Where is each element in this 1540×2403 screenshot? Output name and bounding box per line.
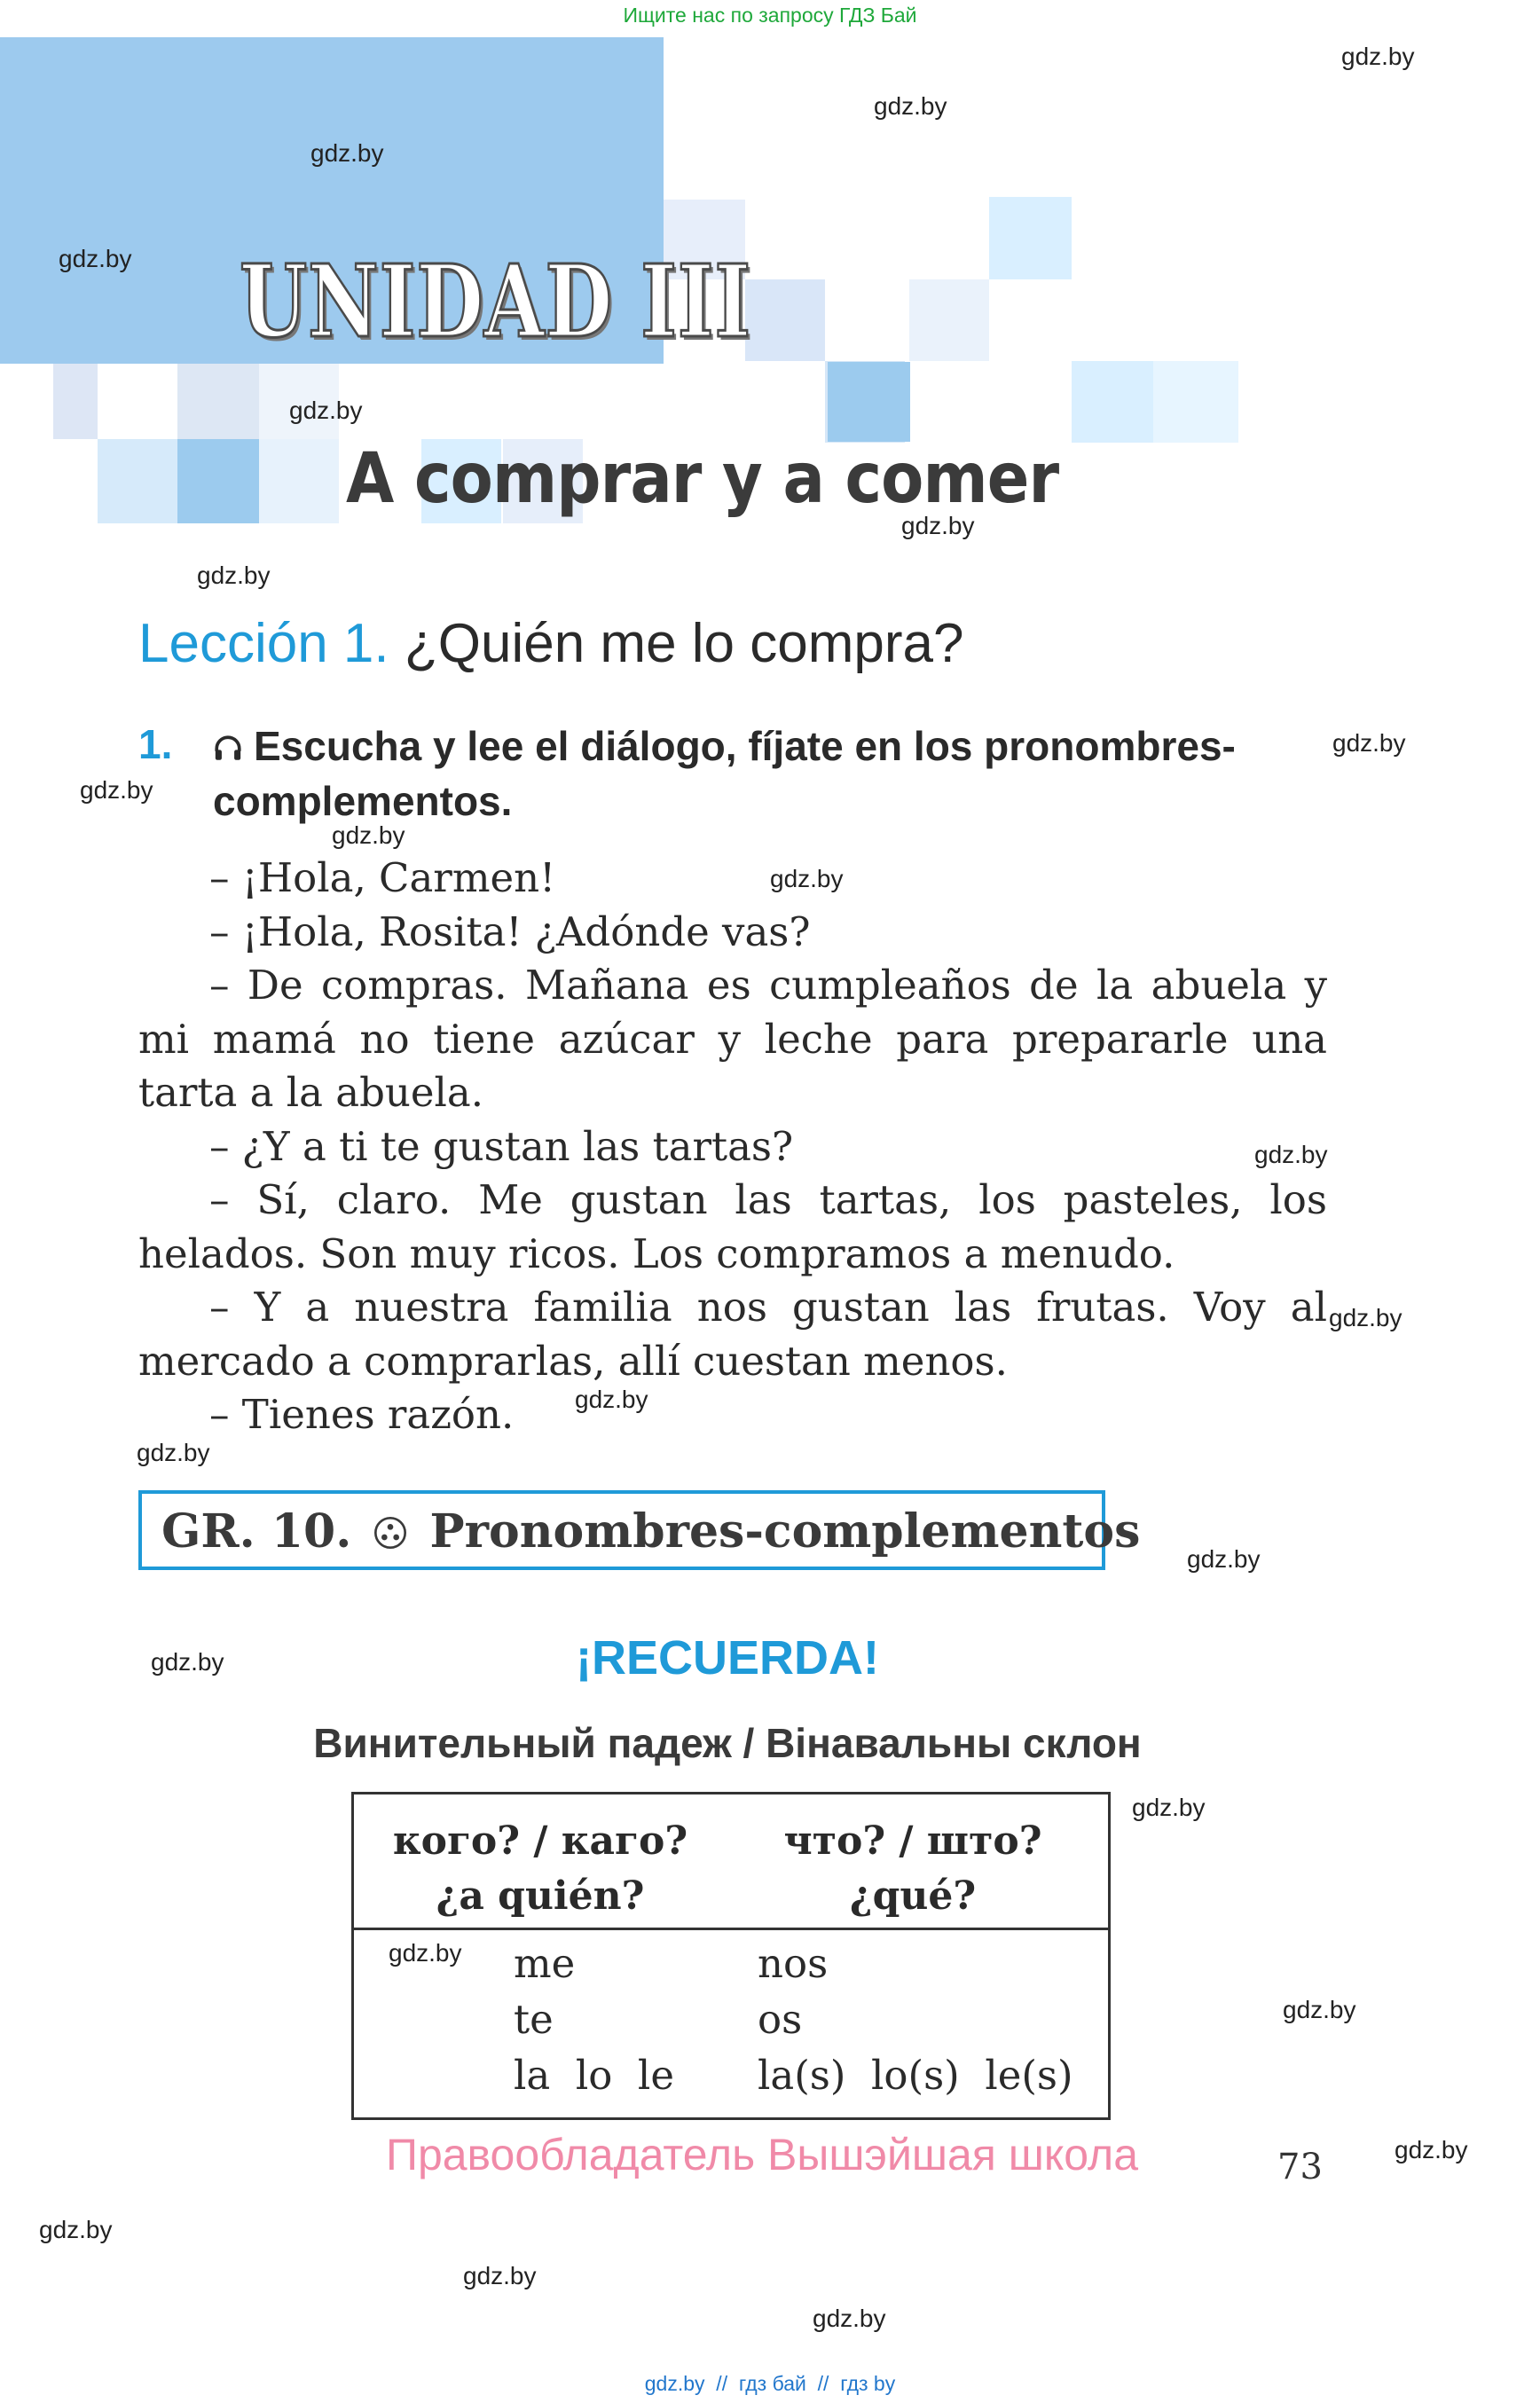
watermark: gdz.by	[463, 2262, 537, 2289]
header-line: ¿qué?	[849, 1873, 977, 1919]
watermark: gdz.by	[289, 397, 363, 424]
dialog-line: – ¡Hola, Carmen!	[209, 854, 556, 901]
recuerda-heading: ¡RECUERDA!	[576, 1631, 879, 1684]
watermark: gdz.by	[151, 1648, 224, 1676]
pronoun-table	[351, 1792, 1111, 2120]
watermark: gdz.by	[1341, 43, 1415, 70]
grammar-title: Pronombres-complementos	[429, 1504, 1141, 1559]
top-search-note: Ищите нас по запросу ГДЗ Бай	[623, 4, 917, 27]
reference-circle-icon	[373, 1508, 408, 1562]
table-cell: os	[758, 1996, 803, 2043]
bottom-links[interactable]: gdz.by // гдз бай // гдз by	[644, 2372, 896, 2395]
dialog-line: – Tienes razón.	[209, 1391, 515, 1438]
table-cell: te	[514, 1996, 554, 2043]
exercise-instruction	[213, 720, 1340, 827]
table-cell: la(s) lo(s) le(s)	[758, 2052, 1073, 2099]
header-line: кого? / каго?	[392, 1818, 688, 1864]
dialog-line: – Y a nuestra familia nos gustan las frutas. Voy al mercado a comprarlas, allí cuestan menos.	[138, 1284, 1327, 1385]
lesson-heading	[138, 612, 963, 675]
watermark: gdz.by	[80, 776, 153, 804]
watermark: gdz.by	[197, 561, 271, 589]
table-header-cell	[744, 1814, 1081, 1924]
watermark: gdz.by	[901, 512, 975, 539]
unit-subtitle: A comprar y a comer	[346, 439, 1059, 519]
dialog-line: – ¡Hola, Rosita! ¿Adónde vas?	[209, 907, 811, 955]
watermark: gdz.by	[137, 1439, 210, 1466]
dialog-text	[138, 852, 1327, 1442]
watermark: gdz.by	[389, 1939, 462, 1967]
unit-title: UNIDAD III	[240, 244, 752, 360]
header-line: что? / што?	[783, 1818, 1042, 1864]
watermark: gdz.by	[874, 92, 947, 120]
copyright-owner: Правообладатель Вышэйшая школа	[386, 2130, 1138, 2179]
headphones-icon	[213, 724, 243, 775]
watermark: gdz.by	[39, 2216, 113, 2243]
header-line: ¿a quién?	[436, 1873, 645, 1919]
dialog-line: – ¿Y a ti te gustan las tartas?	[209, 1122, 794, 1170]
table-cell: nos	[758, 1940, 829, 1987]
dialog-line: – Sí, claro. Me gustan las tartas, los pasteles, los helados. Son muy ricos. Los compramos a menudo.	[138, 1176, 1327, 1277]
lesson-number: Lección 1.	[138, 613, 389, 674]
grammar-label: GR. 10.	[161, 1504, 352, 1559]
watermark: gdz.by	[575, 1386, 648, 1413]
watermark: gdz.by	[1395, 2136, 1468, 2163]
watermark: gdz.by	[1283, 1996, 1356, 2023]
case-title: Винительный падеж / Вінавальны склон	[313, 1720, 1142, 1766]
grammar-reference-box	[138, 1490, 1141, 1570]
watermark: gdz.by	[310, 139, 384, 167]
watermark: gdz.by	[1254, 1141, 1328, 1168]
watermark: gdz.by	[1332, 729, 1406, 757]
table-cell: la lo le	[514, 2052, 674, 2099]
exercise-instruction-text: Escucha y lee el diálogo, fíjate en los pronombres-complementos.	[213, 723, 1236, 824]
watermark: gdz.by	[1187, 1545, 1261, 1573]
watermark: gdz.by	[332, 821, 405, 849]
page-number: 73	[1277, 2147, 1323, 2187]
exercise-number: 1.	[138, 721, 173, 767]
table-cell: me	[514, 1940, 576, 1987]
table-header	[354, 1794, 1108, 1930]
table-header-cell	[372, 1814, 709, 1924]
watermark: gdz.by	[1132, 1794, 1206, 1821]
lesson-title: ¿Quién me lo compra?	[404, 613, 964, 674]
dialog-line: – De compras. Mañana es cumpleaños de la abuela y mi mamá no tiene azúcar y leche para prepararle una tarta a la abuela.	[138, 962, 1327, 1116]
watermark: gdz.by	[770, 865, 844, 892]
watermark: gdz.by	[813, 2305, 886, 2332]
watermark: gdz.by	[1329, 1304, 1402, 1331]
watermark: gdz.by	[59, 245, 132, 272]
